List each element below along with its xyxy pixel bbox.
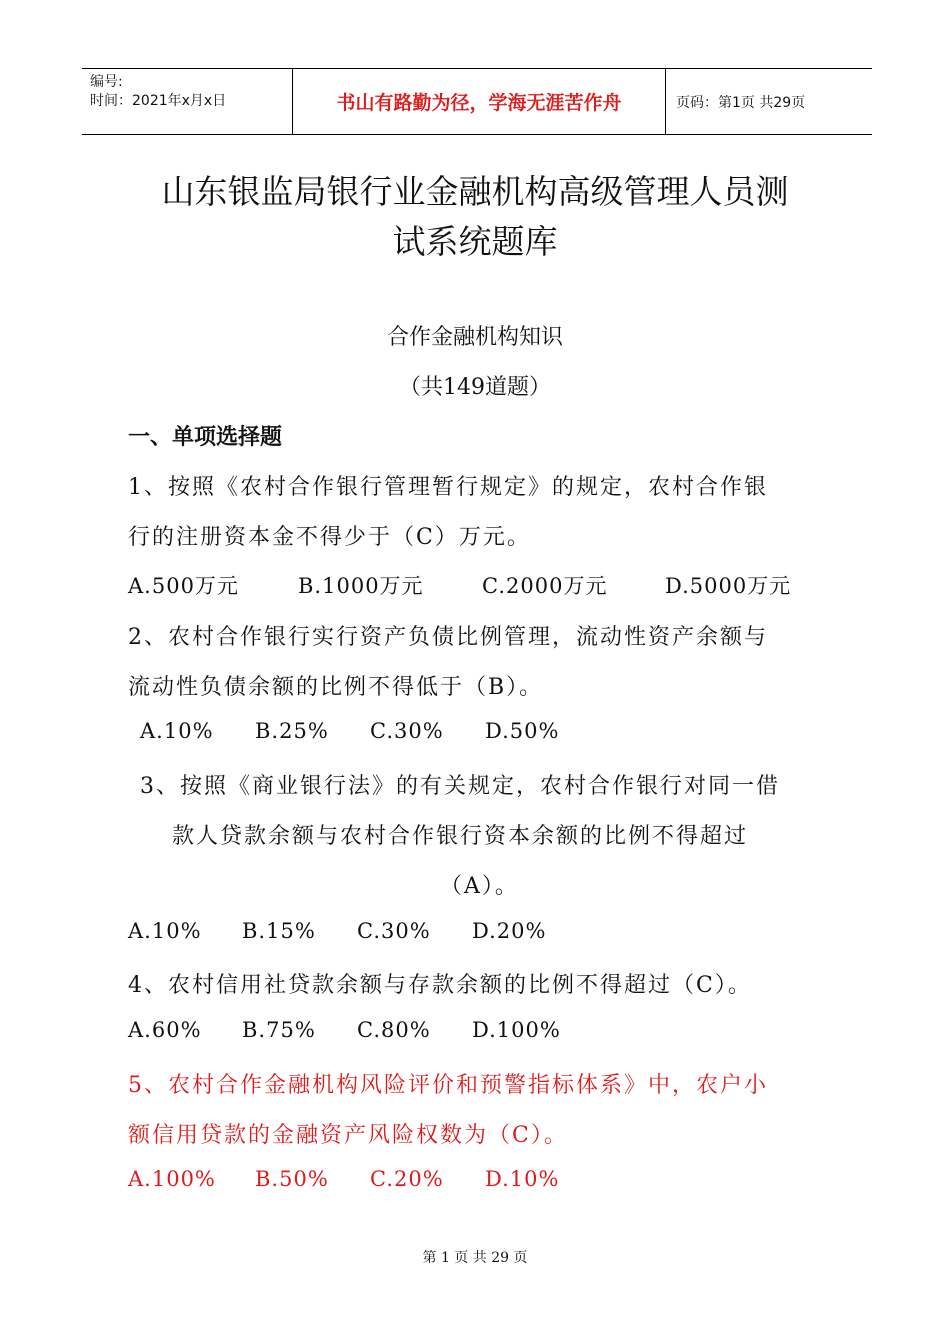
question-2-line1: 2、农村合作银行实行资产负债比例管理，流动性资产余额与 bbox=[128, 625, 768, 650]
number-label: 编号: bbox=[90, 74, 123, 90]
question-1-line1: 1、按照《农村合作银行管理暂行规定》的规定，农村合作银 bbox=[128, 475, 768, 500]
question-3-option-b: B.15% bbox=[242, 919, 316, 943]
question-5-option-c: C.20% bbox=[370, 1167, 444, 1191]
question-1-option-b: B.1000万元 bbox=[298, 574, 424, 598]
question-3-option-d: D.20% bbox=[472, 919, 547, 943]
question-2-line2: 流动性负债余额的比例不得低于（B）。 bbox=[128, 675, 544, 700]
question-count: （共149道题） bbox=[399, 375, 551, 400]
question-4-option-c: C.80% bbox=[357, 1018, 431, 1042]
question-4-option-a: A.60% bbox=[128, 1018, 202, 1042]
question-2-option-a: A.10% bbox=[140, 719, 214, 743]
question-3-option-c: C.30% bbox=[357, 919, 431, 943]
header-page-info: 页码：第1页 共29页 bbox=[676, 94, 806, 111]
question-5-option-a: A.100% bbox=[128, 1167, 216, 1191]
document-title-line2: 试系统题库 bbox=[392, 222, 558, 261]
question-3-line1: 3、按照《商业银行法》的有关规定，农村合作银行对同一借 bbox=[140, 774, 780, 799]
question-5-option-b: B.50% bbox=[255, 1167, 329, 1191]
question-2-option-b: B.25% bbox=[255, 719, 329, 743]
question-4-line1: 4、农村信用社贷款余额与存款余额的比例不得超过（C）。 bbox=[128, 973, 752, 998]
question-3-line2: 款人贷款余额与农村合作银行资本余额的比例不得超过 bbox=[172, 824, 749, 849]
question-4-option-d: D.100% bbox=[472, 1018, 561, 1042]
time-label: 时间：2021年x月x日 bbox=[90, 93, 227, 109]
question-5-option-d: D.10% bbox=[485, 1167, 560, 1191]
question-1-option-d: D.5000万元 bbox=[665, 574, 792, 598]
question-4-option-b: B.75% bbox=[242, 1018, 316, 1042]
page-footer: 第 1 页 共 29 页 bbox=[422, 1250, 528, 1266]
question-1-line2: 行的注册资本金不得少于（C）万元。 bbox=[128, 525, 531, 550]
question-5-line2: 额信用贷款的金融资产风险权数为（C）。 bbox=[128, 1123, 568, 1148]
question-3-option-a: A.10% bbox=[128, 919, 202, 943]
document-title-line1: 山东银监局银行业金融机构高级管理人员测 bbox=[161, 172, 789, 211]
question-2-option-c: C.30% bbox=[370, 719, 444, 743]
page-header bbox=[82, 68, 872, 135]
section-heading: 一、单项选择题 bbox=[128, 425, 283, 450]
header-motto: 书山有路勤为径，学海无涯苦作舟 bbox=[293, 69, 666, 134]
question-5-line1: 5、农村合作金融机构风险评价和预警指标体系》中，农户小 bbox=[128, 1073, 768, 1098]
question-3-line3: （A）。 bbox=[440, 874, 519, 899]
question-2-option-d: D.50% bbox=[485, 719, 560, 743]
header-meta bbox=[82, 69, 293, 134]
section-name: 合作金融机构知识 bbox=[386, 325, 563, 350]
question-1-option-c: C.2000万元 bbox=[482, 574, 608, 598]
question-1-option-a: A.500万元 bbox=[128, 574, 239, 598]
